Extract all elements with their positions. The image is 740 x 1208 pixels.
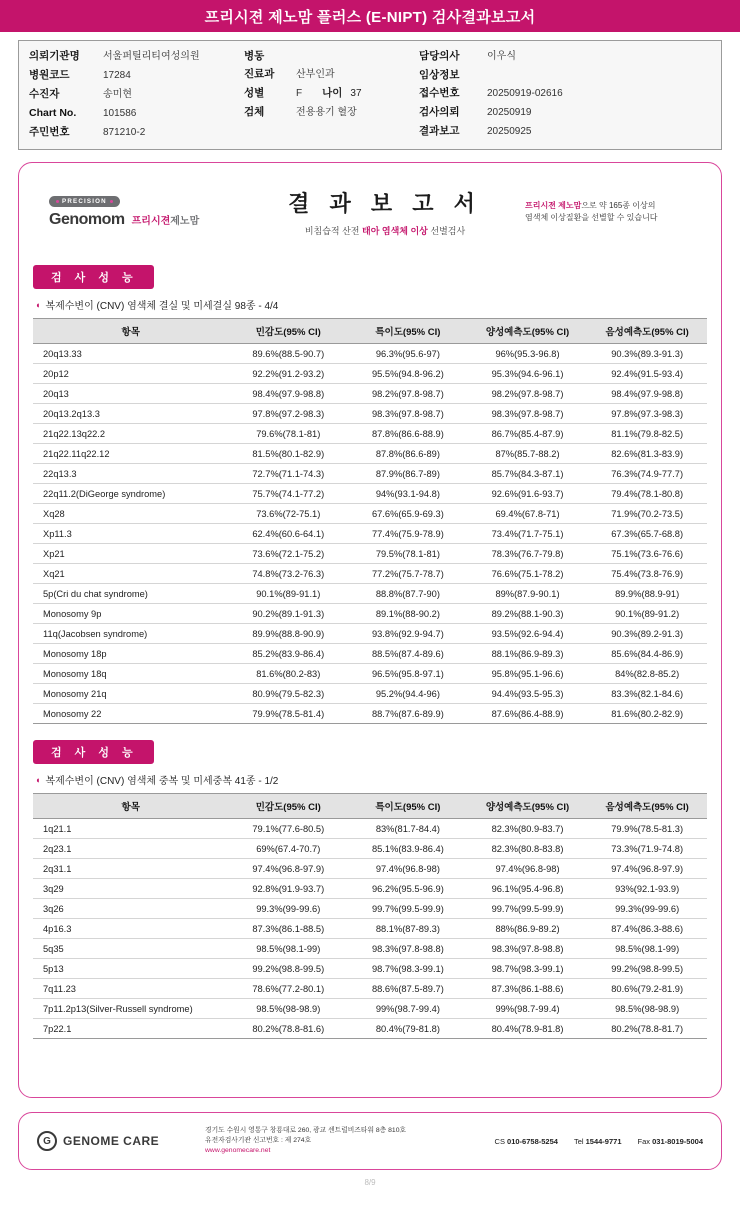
field-label: 담당의사 (419, 50, 460, 62)
cell-value: 81.1%(79.8-82.5) (587, 424, 707, 444)
genome-care-logo (37, 1131, 205, 1151)
cell-value: 92.6%(91.6-93.7) (468, 484, 588, 504)
cell-item: 5p(Cri du chat syndrome) (33, 584, 228, 604)
cell-value: 81.5%(80.1-82.9) (228, 444, 348, 464)
cell-value: 88.6%(87.5-89.7) (348, 979, 468, 999)
cell-item: 2q31.1 (33, 859, 228, 879)
cell-value: 98.3%(97.8-98.8) (348, 939, 468, 959)
cell-value: 81.6%(80.2-83) (228, 664, 348, 684)
cell-value: 98.3%(97.8-98.7) (468, 404, 588, 424)
field-label: 주민번호 (29, 126, 70, 138)
cell-value: 96.5%(95.8-97.1) (348, 664, 468, 684)
cell-value: 79.4%(78.1-80.8) (587, 484, 707, 504)
cell-value: 98.5%(98-98.9) (587, 999, 707, 1019)
table-row (33, 704, 707, 724)
column-header-npv: 음성예측도(95% CI) (587, 319, 707, 344)
patient-field-name (29, 87, 244, 102)
cell-value: 79.9%(78.5-81.3) (587, 819, 707, 839)
cell-value: 95.2%(94.4-96) (348, 684, 468, 704)
cell-value: 97.4%(96.8-98) (468, 859, 588, 879)
field-label: 검체 (244, 106, 265, 118)
cell-value: 97.4%(96.8-98) (348, 859, 468, 879)
section-cnv-duplications (19, 734, 721, 1039)
patient-field-hospital-code (29, 68, 244, 83)
cell-item: Monosomy 21q (33, 684, 228, 704)
cell-value: 89.9%(88.8-90.9) (228, 624, 348, 644)
brand-logo-text: Genomom (49, 210, 125, 228)
report-note-highlight: 프리시젼 제노맘 (525, 201, 582, 210)
cell-value: 97.4%(96.8-97.9) (228, 859, 348, 879)
cell-value: 98.4%(97.9-98.8) (228, 384, 348, 404)
table-row (33, 424, 707, 444)
cell-value: 99%(98.7-99.4) (468, 999, 588, 1019)
cell-item: 22q13.3 (33, 464, 228, 484)
cell-item: Monosomy 18q (33, 664, 228, 684)
cell-value: 90.1%(89-91.2) (587, 604, 707, 624)
field-value: 20250919-02616 (487, 88, 563, 99)
cell-item: Monosomy 18p (33, 644, 228, 664)
cell-value: 94%(93.1-94.8) (348, 484, 468, 504)
cell-value: 98.5%(98-98.9) (228, 999, 348, 1019)
contact-label: Tel (573, 1136, 584, 1146)
cell-value: 78.6%(77.2-80.1) (228, 979, 348, 999)
table-row (33, 939, 707, 959)
cell-value: 77.2%(75.7-78.7) (348, 564, 468, 584)
footer-contact-tel (574, 1137, 622, 1146)
cell-value: 87.8%(86.6-89) (348, 444, 468, 464)
cell-item: 20q13.2q13.3 (33, 404, 228, 424)
cell-value: 98.7%(98.3-99.1) (348, 959, 468, 979)
cell-value: 98.3%(97.8-98.7) (348, 404, 468, 424)
patient-info-panel (18, 40, 722, 150)
cell-item: 5q35 (33, 939, 228, 959)
cell-value: 92.8%(91.9-93.7) (228, 879, 348, 899)
contact-value: 1544-9771 (585, 1136, 622, 1146)
field-value: 20250925 (487, 126, 532, 137)
table-row (33, 919, 707, 939)
cell-value: 74.8%(73.2-76.3) (228, 564, 348, 584)
cell-value: 85.1%(83.9-86.4) (348, 839, 468, 859)
field-value: 송미현 (103, 89, 132, 100)
cell-value: 80.2%(78.8-81.6) (228, 1019, 348, 1039)
brand-pill-row (49, 196, 245, 207)
field-value: 17284 (103, 70, 131, 81)
column-header-npv: 음성예측도(95% CI) (587, 794, 707, 819)
table-row (33, 604, 707, 624)
cell-value: 77.4%(75.9-78.9) (348, 524, 468, 544)
cell-item: 7p22.1 (33, 1019, 228, 1039)
cell-value: 95.8%(95.1-96.6) (468, 664, 588, 684)
document-title: 프리시젼 제노맘 플러스 (E-NIPT) 검사결과보고서 (204, 8, 536, 26)
cell-value: 82.3%(80.8-83.8) (468, 839, 588, 859)
patient-info-column-1 (29, 49, 244, 140)
cell-value: 84%(82.8-85.2) (587, 664, 707, 684)
cell-value: 99.7%(99.5-99.9) (348, 899, 468, 919)
cell-value: 85.6%(84.4-86.9) (587, 644, 707, 664)
cell-value: 73.3%(71.9-74.8) (587, 839, 707, 859)
table-row (33, 959, 707, 979)
cell-item: 5p13 (33, 959, 228, 979)
cell-value: 85.7%(84.3-87.1) (468, 464, 588, 484)
cell-value: 80.4%(78.9-81.8) (468, 1019, 588, 1039)
cell-value: 83%(81.7-84.4) (348, 819, 468, 839)
footer-address-line-1: 경기도 수원시 영통구 창룡대로 260, 광교 센트럴비즈타워 8층 810호 (205, 1127, 407, 1134)
cnv-deletion-table (33, 318, 707, 724)
cell-item: 3q26 (33, 899, 228, 919)
patient-info-column-2 (244, 49, 419, 140)
cell-item: 22q11.2(DiGeorge syndrome) (33, 484, 228, 504)
cell-value: 99.2%(98.8-99.5) (228, 959, 348, 979)
bullet-icon: ◖ (35, 299, 41, 310)
table-header-row (33, 319, 707, 344)
cell-value: 89%(87.9-90.1) (468, 584, 588, 604)
cell-value: 79.9%(78.5-81.4) (228, 704, 348, 724)
cell-value: 93%(92.1-93.9) (587, 879, 707, 899)
patient-field-report-date (419, 124, 711, 139)
field-label: 검사의뢰 (419, 106, 460, 118)
table-row (33, 979, 707, 999)
cell-value: 99%(98.7-99.4) (348, 999, 468, 1019)
cell-value: 88.1%(87-89.3) (348, 919, 468, 939)
table-row (33, 524, 707, 544)
cell-value: 81.6%(80.2-82.9) (587, 704, 707, 724)
brand-korean-pink: 프리시젼 (131, 215, 171, 227)
field-label: 수진자 (29, 88, 60, 100)
column-header-ppv: 양성예측도(95% CI) (468, 794, 588, 819)
cell-value: 96.2%(95.5-96.9) (348, 879, 468, 899)
patient-field-specimen (244, 105, 419, 120)
cell-value: 80.2%(78.8-81.7) (587, 1019, 707, 1039)
cell-value: 89.2%(88.1-90.3) (468, 604, 588, 624)
cell-item: Xq28 (33, 504, 228, 524)
table-row (33, 484, 707, 504)
cell-value: 87%(85.7-88.2) (468, 444, 588, 464)
cell-value: 79.5%(78.1-81) (348, 544, 468, 564)
precision-badge-label: PRECISION (62, 197, 107, 205)
patient-field-accession-no (419, 86, 711, 101)
section-ribbon-title: 검 사 성 능 (33, 740, 154, 764)
cell-value: 92.2%(91.2-93.2) (228, 364, 348, 384)
cell-value: 98.7%(98.3-99.1) (468, 959, 588, 979)
table-row (33, 859, 707, 879)
cell-value: 97.4%(96.8-97.9) (587, 859, 707, 879)
table-row (33, 464, 707, 484)
cell-value: 88%(86.9-89.2) (468, 919, 588, 939)
report-note (525, 200, 705, 224)
report-title: 결 과 보 고 서 (288, 191, 482, 216)
cell-item: 11q(Jacobsen syndrome) (33, 624, 228, 644)
report-title-block (245, 187, 525, 237)
cell-value: 99.3%(99-99.6) (587, 899, 707, 919)
cell-item: Monosomy 22 (33, 704, 228, 724)
cell-value: 76.3%(74.9-77.7) (587, 464, 707, 484)
cell-value: 67.3%(65.7-68.8) (587, 524, 707, 544)
cell-value: 75.7%(74.1-77.2) (228, 484, 348, 504)
table-row (33, 504, 707, 524)
field-label: 병동 (244, 50, 265, 62)
table-row (33, 624, 707, 644)
field-value-age: 37 (350, 88, 362, 99)
report-body-frame (18, 162, 722, 1098)
table-row (33, 819, 707, 839)
cell-value: 86.7%(85.4-87.9) (468, 424, 588, 444)
field-label: 결과보고 (419, 125, 460, 137)
section-subtitle (35, 772, 707, 787)
column-header-sensitivity: 민감도(95% CI) (228, 319, 348, 344)
patient-field-request-date (419, 105, 711, 120)
cell-value: 99.2%(98.8-99.5) (587, 959, 707, 979)
cell-value: 90.3%(89.2-91.3) (587, 624, 707, 644)
cell-value: 93.8%(92.9-94.7) (348, 624, 468, 644)
subtitle-highlight: 태아 염색체 이상 (362, 226, 428, 236)
cell-item: 4p16.3 (33, 919, 228, 939)
precision-badge (49, 196, 120, 207)
genome-care-logo-text: GENOME CARE (63, 1134, 160, 1148)
cell-value: 67.6%(65.9-69.3) (348, 504, 468, 524)
cell-value: 90.1%(89-91.1) (228, 584, 348, 604)
cell-value: 75.1%(73.6-76.6) (587, 544, 707, 564)
cell-item: 21q22.13q22.2 (33, 424, 228, 444)
cell-value: 98.2%(97.8-98.7) (348, 384, 468, 404)
cell-value: 76.6%(75.1-78.2) (468, 564, 588, 584)
cell-item: Monosomy 9p (33, 604, 228, 624)
cnv-duplication-table-body (33, 819, 707, 1039)
column-header-specificity: 특이도(95% CI) (348, 794, 468, 819)
subtitle-pre: 비침습적 산전 (304, 226, 362, 236)
cell-value: 80.4%(79-81.8) (348, 1019, 468, 1039)
cell-value: 80.6%(79.2-81.9) (587, 979, 707, 999)
table-row (33, 384, 707, 404)
cell-value: 88.8%(87.7-90) (348, 584, 468, 604)
field-value: 산부인과 (296, 69, 335, 80)
section-subtitle (35, 297, 707, 312)
cell-value: 87.4%(86.3-88.6) (587, 919, 707, 939)
field-label: 접수번호 (419, 87, 460, 99)
cell-value: 73.6%(72.1-75.2) (228, 544, 348, 564)
cell-item: 20q13.33 (33, 344, 228, 364)
cell-value: 96%(95.3-96.8) (468, 344, 588, 364)
footer-contact-fax (638, 1137, 704, 1146)
cell-value: 82.3%(80.9-83.7) (468, 819, 588, 839)
cell-value: 71.9%(70.2-73.5) (587, 504, 707, 524)
table-row (33, 879, 707, 899)
brand-block (35, 196, 245, 229)
field-label: 임상정보 (419, 69, 460, 81)
field-value: F (296, 88, 303, 99)
patient-field-doctor (419, 49, 711, 64)
field-label: 성별 (244, 87, 265, 99)
column-header-specificity: 특이도(95% CI) (348, 319, 468, 344)
cell-item: 20q13 (33, 384, 228, 404)
cell-value: 87.9%(86.7-89) (348, 464, 468, 484)
table-row (33, 899, 707, 919)
bullet-icon: ◖ (35, 774, 41, 785)
table-row (33, 364, 707, 384)
cell-value: 83.3%(82.1-84.6) (587, 684, 707, 704)
cell-value: 62.4%(60.6-64.1) (228, 524, 348, 544)
contact-value: 031-8019-5004 (652, 1136, 703, 1146)
patient-field-clinical-info (419, 68, 711, 82)
cell-value: 72.7%(71.1-74.3) (228, 464, 348, 484)
field-value: 101586 (103, 108, 137, 119)
cell-value: 98.5%(98.1-99) (587, 939, 707, 959)
cell-value: 94.4%(93.5-95.3) (468, 684, 588, 704)
cell-item: 7p11.2p13(Silver-Russell syndrome) (33, 999, 228, 1019)
report-note-line-1 (525, 200, 705, 212)
table-row (33, 564, 707, 584)
brand-name-row (49, 211, 245, 229)
footer-website-link[interactable]: www.genomecare.net (205, 1147, 271, 1154)
cell-item: Xq21 (33, 564, 228, 584)
field-label: 진료과 (244, 68, 275, 80)
contact-label: CS (494, 1136, 505, 1146)
footer-contacts (495, 1137, 703, 1146)
cell-value: 88.7%(87.6-89.9) (348, 704, 468, 724)
field-value: 이우식 (487, 51, 516, 62)
section-subtitle-text: 복제수변이 (CNV) 염색체 중복 및 미세중복 41종 - 1/2 (45, 776, 279, 787)
cell-item: 2q23.1 (33, 839, 228, 859)
genome-care-mark-icon: G (37, 1131, 57, 1151)
cell-value: 98.3%(97.8-98.8) (468, 939, 588, 959)
contact-label: Fax (637, 1136, 651, 1146)
table-row (33, 344, 707, 364)
report-subtitle (245, 224, 525, 237)
cell-value: 79.6%(78.1-81) (228, 424, 348, 444)
report-note-line-2: 염색체 이상질환을 선별할 수 있습니다 (525, 213, 658, 222)
column-header-item: 항목 (33, 319, 228, 344)
patient-field-sex-age (244, 86, 419, 101)
cell-value: 79.1%(77.6-80.5) (228, 819, 348, 839)
cell-value: 88.1%(86.9-89.3) (468, 644, 588, 664)
field-value: 전용용기 혈장 (296, 107, 357, 118)
column-header-sensitivity: 민감도(95% CI) (228, 794, 348, 819)
cell-value: 87.6%(86.4-88.9) (468, 704, 588, 724)
report-note-rest: 으로 약 165종 이상의 (581, 201, 656, 210)
cell-value: 97.8%(97.3-98.3) (587, 404, 707, 424)
dot-icon (110, 200, 113, 203)
cell-value: 78.3%(76.7-79.8) (468, 544, 588, 564)
section-subtitle-text: 복제수변이 (CNV) 염색체 결실 및 미세결실 98종 - 4/4 (45, 301, 279, 312)
section-cnv-deletions (19, 259, 721, 724)
column-header-ppv: 양성예측도(95% CI) (468, 319, 588, 344)
patient-field-chart-no (29, 106, 244, 121)
column-header-item: 항목 (33, 794, 228, 819)
cell-value: 73.6%(72-75.1) (228, 504, 348, 524)
cell-value: 88.5%(87.4-89.6) (348, 644, 468, 664)
brand-korean-grey: 제노맘 (170, 215, 200, 227)
table-row (33, 684, 707, 704)
cell-item: 21q22.11q22.12 (33, 444, 228, 464)
table-row (33, 1019, 707, 1039)
table-row (33, 544, 707, 564)
report-header (19, 163, 721, 259)
cell-item: 1q21.1 (33, 819, 228, 839)
cell-value: 98.4%(97.9-98.8) (587, 384, 707, 404)
cell-value: 95.5%(94.8-96.2) (348, 364, 468, 384)
cell-value: 98.2%(97.8-98.7) (468, 384, 588, 404)
cell-item: 20p12 (33, 364, 228, 384)
field-label-age: 나이 (322, 87, 343, 99)
cell-value: 87.3%(86.1-88.5) (228, 919, 348, 939)
patient-field-resident-no (29, 125, 244, 140)
cell-value: 89.6%(88.5-90.7) (228, 344, 348, 364)
cell-value: 99.3%(99-99.6) (228, 899, 348, 919)
footer-address (205, 1126, 495, 1156)
cell-value: 96.3%(95.6-97) (348, 344, 468, 364)
field-label: Chart No. (29, 107, 77, 119)
cell-value: 89.1%(88-90.2) (348, 604, 468, 624)
footer-frame (18, 1112, 722, 1170)
table-row (33, 999, 707, 1019)
cell-item: Xp11.3 (33, 524, 228, 544)
cell-item: 3q29 (33, 879, 228, 899)
cell-value: 89.9%(88.9-91) (587, 584, 707, 604)
cell-value: 82.6%(81.3-83.9) (587, 444, 707, 464)
section-ribbon-title: 검 사 성 능 (33, 265, 154, 289)
field-label: 병원코드 (29, 69, 70, 81)
footer-address-line-2: 유전자검사기관 신고번호 : 제 274호 (205, 1137, 312, 1144)
cell-value: 85.2%(83.9-86.4) (228, 644, 348, 664)
cell-value: 93.5%(92.6-94.4) (468, 624, 588, 644)
patient-info-column-3 (419, 49, 711, 140)
table-row (33, 664, 707, 684)
cnv-duplication-table (33, 793, 707, 1039)
field-value: 서울퍼틸리티여성의원 (103, 51, 200, 62)
table-header-row (33, 794, 707, 819)
cell-item: Xp21 (33, 544, 228, 564)
field-value: 871210-2 (103, 127, 146, 138)
patient-field-department (244, 67, 419, 82)
cell-value: 75.4%(73.8-76.9) (587, 564, 707, 584)
dot-icon (56, 200, 59, 203)
field-value: 20250919 (487, 107, 532, 118)
cell-value: 99.7%(99.5-99.9) (468, 899, 588, 919)
subtitle-post: 선별검사 (427, 226, 466, 236)
table-row (33, 444, 707, 464)
cell-value: 97.8%(97.2-98.3) (228, 404, 348, 424)
cell-value: 95.3%(94.6-96.1) (468, 364, 588, 384)
cell-value: 92.4%(91.5-93.4) (587, 364, 707, 384)
brand-korean-text (132, 212, 200, 227)
cell-value: 90.3%(89.3-91.3) (587, 344, 707, 364)
cell-item: 7q11.23 (33, 979, 228, 999)
patient-field-institution (29, 49, 244, 64)
cell-value: 87.3%(86.1-88.6) (468, 979, 588, 999)
contact-value: 010-6758-5254 (507, 1136, 558, 1146)
cell-value: 69.4%(67.8-71) (468, 504, 588, 524)
table-row (33, 584, 707, 604)
cnv-deletion-table-body (33, 344, 707, 724)
cell-value: 90.2%(89.1-91.3) (228, 604, 348, 624)
page-number: 8/9 (364, 1178, 376, 1187)
cell-value: 80.9%(79.5-82.3) (228, 684, 348, 704)
cell-value: 98.5%(98.1-99) (228, 939, 348, 959)
table-row (33, 404, 707, 424)
cell-value: 96.1%(95.4-96.8) (468, 879, 588, 899)
field-label: 의뢰기관명 (29, 50, 80, 62)
document-title-bar (0, 0, 740, 32)
table-row (33, 839, 707, 859)
cell-value: 69%(67.4-70.7) (228, 839, 348, 859)
patient-field-ward (244, 49, 419, 63)
cell-value: 73.4%(71.7-75.1) (468, 524, 588, 544)
table-row (33, 644, 707, 664)
footer-contact-cs (495, 1137, 558, 1146)
cell-value: 87.8%(86.6-88.9) (348, 424, 468, 444)
